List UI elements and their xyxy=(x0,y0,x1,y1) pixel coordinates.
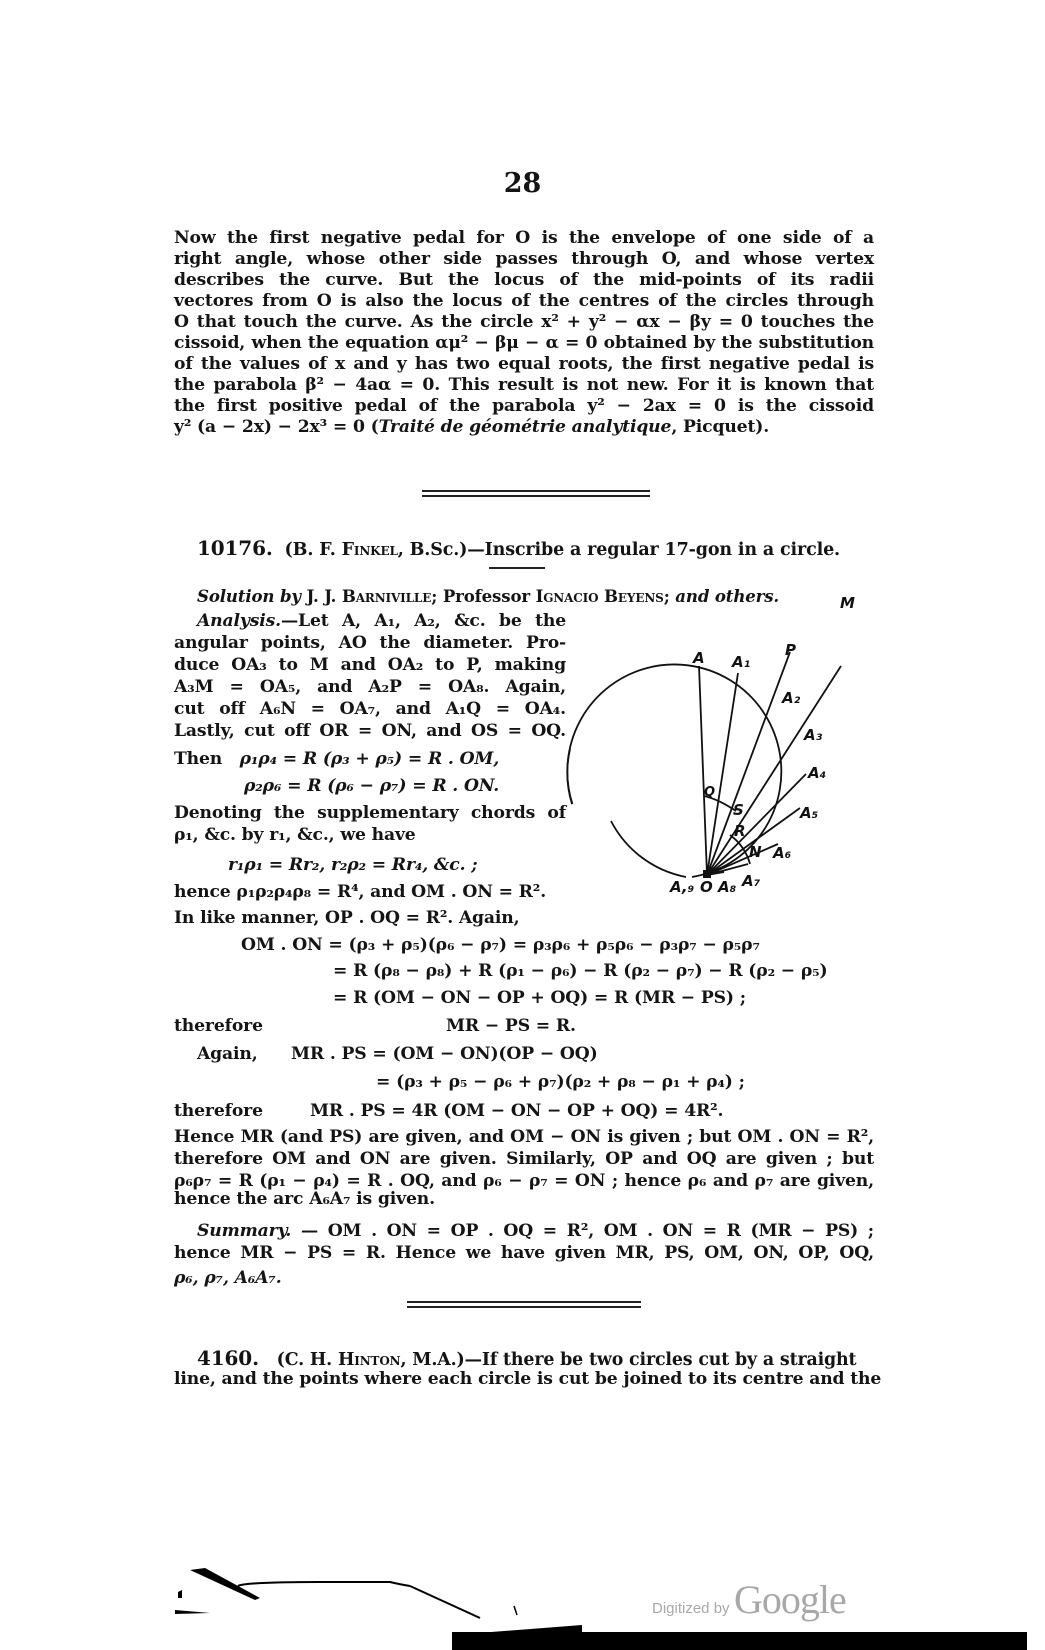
page-number: 28 xyxy=(503,168,542,199)
label-A4: A₄ xyxy=(808,764,827,782)
text-line: describes the curve. But the locus of the mid-points of its radii xyxy=(174,270,874,290)
equation: MR . PS = (OM − ON)(OP − OQ) xyxy=(291,1044,598,1064)
author-name: Hinton xyxy=(337,1350,401,1370)
problem-heading xyxy=(197,538,840,561)
equation: = R (OM − ON − OP + OQ) = R (MR − PS) ; xyxy=(333,988,746,1008)
book-title: Traité de géométrie analytique xyxy=(378,417,672,437)
solution-prefix: Solution by xyxy=(197,586,301,606)
problem-statement: , M.A.)—If there be two circles cut by a straight xyxy=(400,1350,857,1370)
section-divider xyxy=(422,490,650,492)
equation: = R (ρ₈ − ρ₈) + R (ρ₁ − ρ₆) − R (ρ₂ − ρ₇) − R (ρ₂ − ρ₅) xyxy=(333,961,828,981)
text-line: therefore OM and ON are given. Similarly, OP and OQ are given ; but xyxy=(174,1149,874,1169)
problem-number: 4160. xyxy=(197,1346,259,1370)
therefore-label: therefore xyxy=(174,1016,263,1036)
equation: MR . PS = 4R (OM − ON − OP + OQ) = 4R². xyxy=(310,1101,724,1121)
then-label: Then xyxy=(174,749,223,769)
author-open: (C. H. xyxy=(276,1350,338,1370)
text-line: A₃M = OA₅, and A₂P = OA₈. Again, xyxy=(174,677,566,697)
circle-arc xyxy=(567,749,572,804)
solver: Ignacio Beyens xyxy=(535,586,664,606)
label-A7: A₇ xyxy=(742,872,761,890)
text-fragment: —Let A, A₁, A₂, &c. be the xyxy=(281,611,566,631)
text-line: hence the arc A₆A₇ is given. xyxy=(174,1189,435,1209)
equation: r₁ρ₁ = Rr₂, r₂ρ₂ = Rr₄, &c. ; xyxy=(228,855,478,875)
label-M: M xyxy=(840,594,855,612)
text-line: ρ₆ρ₇ = R (ρ₁ − ρ₄) = R . OQ, and ρ₆ − ρ₇ = ON ; hence ρ₆ and ρ₇ are given, xyxy=(174,1171,874,1191)
formula: y² (a − 2x) − 2x³ = 0 ( xyxy=(174,417,379,437)
text-line: ρ₁, &c. by r₁, &c., we have xyxy=(174,825,416,845)
text-line: Lastly, cut off OR = ON, and OS = OQ. xyxy=(174,721,566,741)
label-A2: A₂ xyxy=(782,689,801,707)
text-line: O that touch the curve. As the circle x² + y² − αx − βy = 0 touches the xyxy=(174,312,874,332)
section-divider xyxy=(422,495,650,497)
label-A6: A₆ xyxy=(773,844,792,862)
equation-line xyxy=(174,749,499,770)
solver: and others. xyxy=(675,586,780,606)
text-line: line, and the points where each circle is cut be joined to its centre and the xyxy=(174,1369,882,1389)
text-line: hence ρ₁ρ₂ρ₄ρ₈ = R⁴, and OM . ON = R². xyxy=(174,882,547,902)
label-S: S xyxy=(733,801,744,819)
digitized-by-google-watermark xyxy=(652,1576,846,1623)
author: , Picquet). xyxy=(671,417,770,437)
text-line: In like manner, OP . OQ = R². Again, xyxy=(174,908,520,928)
summary-line xyxy=(197,1221,874,1242)
section-divider xyxy=(407,1306,641,1308)
equation: ρ₁ρ₄ = R (ρ₃ + ρ₅) = R . OM, xyxy=(239,749,500,769)
label-A5: A₅ xyxy=(800,804,819,822)
text-fragment: — OM . ON = OP . OQ = R², OM . ON = R (MR − PS) ; xyxy=(291,1221,874,1241)
label-A: A xyxy=(693,649,705,667)
label-A9: A,₉ xyxy=(670,878,695,896)
again-label: Again, xyxy=(197,1044,258,1064)
google-logo: Google xyxy=(734,1577,846,1622)
section-divider xyxy=(407,1301,641,1303)
author-name: Finkel xyxy=(341,540,398,560)
solver: J. J. Barniville xyxy=(306,586,432,606)
digitized-by-text: Digitized by xyxy=(652,1600,730,1617)
text-line: Hence MR (and PS) are given, and OM − ON is given ; but OM . ON = R², xyxy=(174,1127,874,1147)
text-line: duce OA₃ to M and OA₂ to P, making xyxy=(174,655,566,675)
text-line: cut off A₆N = OA₇, and A₁Q = OA₄. xyxy=(174,699,566,719)
chord-OA5 xyxy=(707,808,800,875)
text-line: the first positive pedal of the parabola y² − 2ax = 0 is the cissoid xyxy=(174,396,874,416)
label-N: N xyxy=(749,843,762,861)
text-line xyxy=(197,611,566,632)
label-A3: A₃ xyxy=(804,726,823,744)
diameter-AO xyxy=(699,666,707,875)
label-A8: A₈ xyxy=(718,878,737,896)
point-O xyxy=(703,870,711,878)
problem-number: 10176. xyxy=(197,536,273,560)
separator: ; Professor xyxy=(431,586,536,606)
label-A1: A₁ xyxy=(732,653,751,671)
separator: ; xyxy=(663,586,676,606)
text-line: hence MR − PS = R. Hence we have given MR, PS, OM, ON, OP, OQ, xyxy=(174,1243,874,1263)
text-line: of the values of x and y has two equal roots, the first negative pedal is xyxy=(174,354,874,374)
text-line: ρ₆, ρ₇, A₆A₇. xyxy=(174,1268,282,1288)
text-line xyxy=(174,417,769,438)
equation: = (ρ₃ + ρ₅ − ρ₆ + ρ₇)(ρ₂ + ρ₈ − ρ₁ + ρ₄) ; xyxy=(376,1072,745,1092)
problem-heading xyxy=(197,1348,856,1371)
equation: OM . ON = (ρ₃ + ρ₅)(ρ₆ − ρ₇) = ρ₃ρ₆ + ρ₅ρ₆ − ρ₃ρ₇ − ρ₅ρ₇ xyxy=(241,935,760,955)
text-line: cissoid, when the equation αμ² − βμ − α = 0 obtained by the substitution xyxy=(174,333,874,353)
problem-statement: , B.Sc.)—Inscribe a regular 17-gon in a circle. xyxy=(397,540,841,560)
chord-OA1 xyxy=(707,673,738,875)
label-R: R xyxy=(734,822,746,840)
author-open: (B. F. xyxy=(284,540,342,560)
therefore-label: therefore xyxy=(174,1101,263,1121)
text-line: Now the first negative pedal for O is the envelope of one side of a xyxy=(174,228,874,248)
label-O: O xyxy=(700,878,713,896)
label-P: P xyxy=(785,641,796,659)
equation: ρ₂ρ₆ = R (ρ₆ − ρ₇) = R . ON. xyxy=(244,776,500,796)
text-line: right angle, whose other side passes through O, and whose vertex xyxy=(174,249,874,269)
scan-edge xyxy=(452,1632,1027,1650)
text-line: angular points, AO the diameter. Pro- xyxy=(174,633,566,653)
analysis-label: Analysis. xyxy=(197,611,282,631)
circle-arc xyxy=(611,821,686,877)
label-Q: Q xyxy=(704,785,716,800)
text-line: vectores from O is also the locus of the centres of the circles through xyxy=(174,291,874,311)
text-line: the parabola β² − 4aα = 0. This result is not new. For it is known that xyxy=(174,375,874,395)
equation: MR − PS = R. xyxy=(446,1016,576,1036)
text-line: Denoting the supplementary chords of xyxy=(174,803,566,823)
summary-label: Summary. xyxy=(197,1221,292,1241)
short-rule xyxy=(489,567,545,569)
